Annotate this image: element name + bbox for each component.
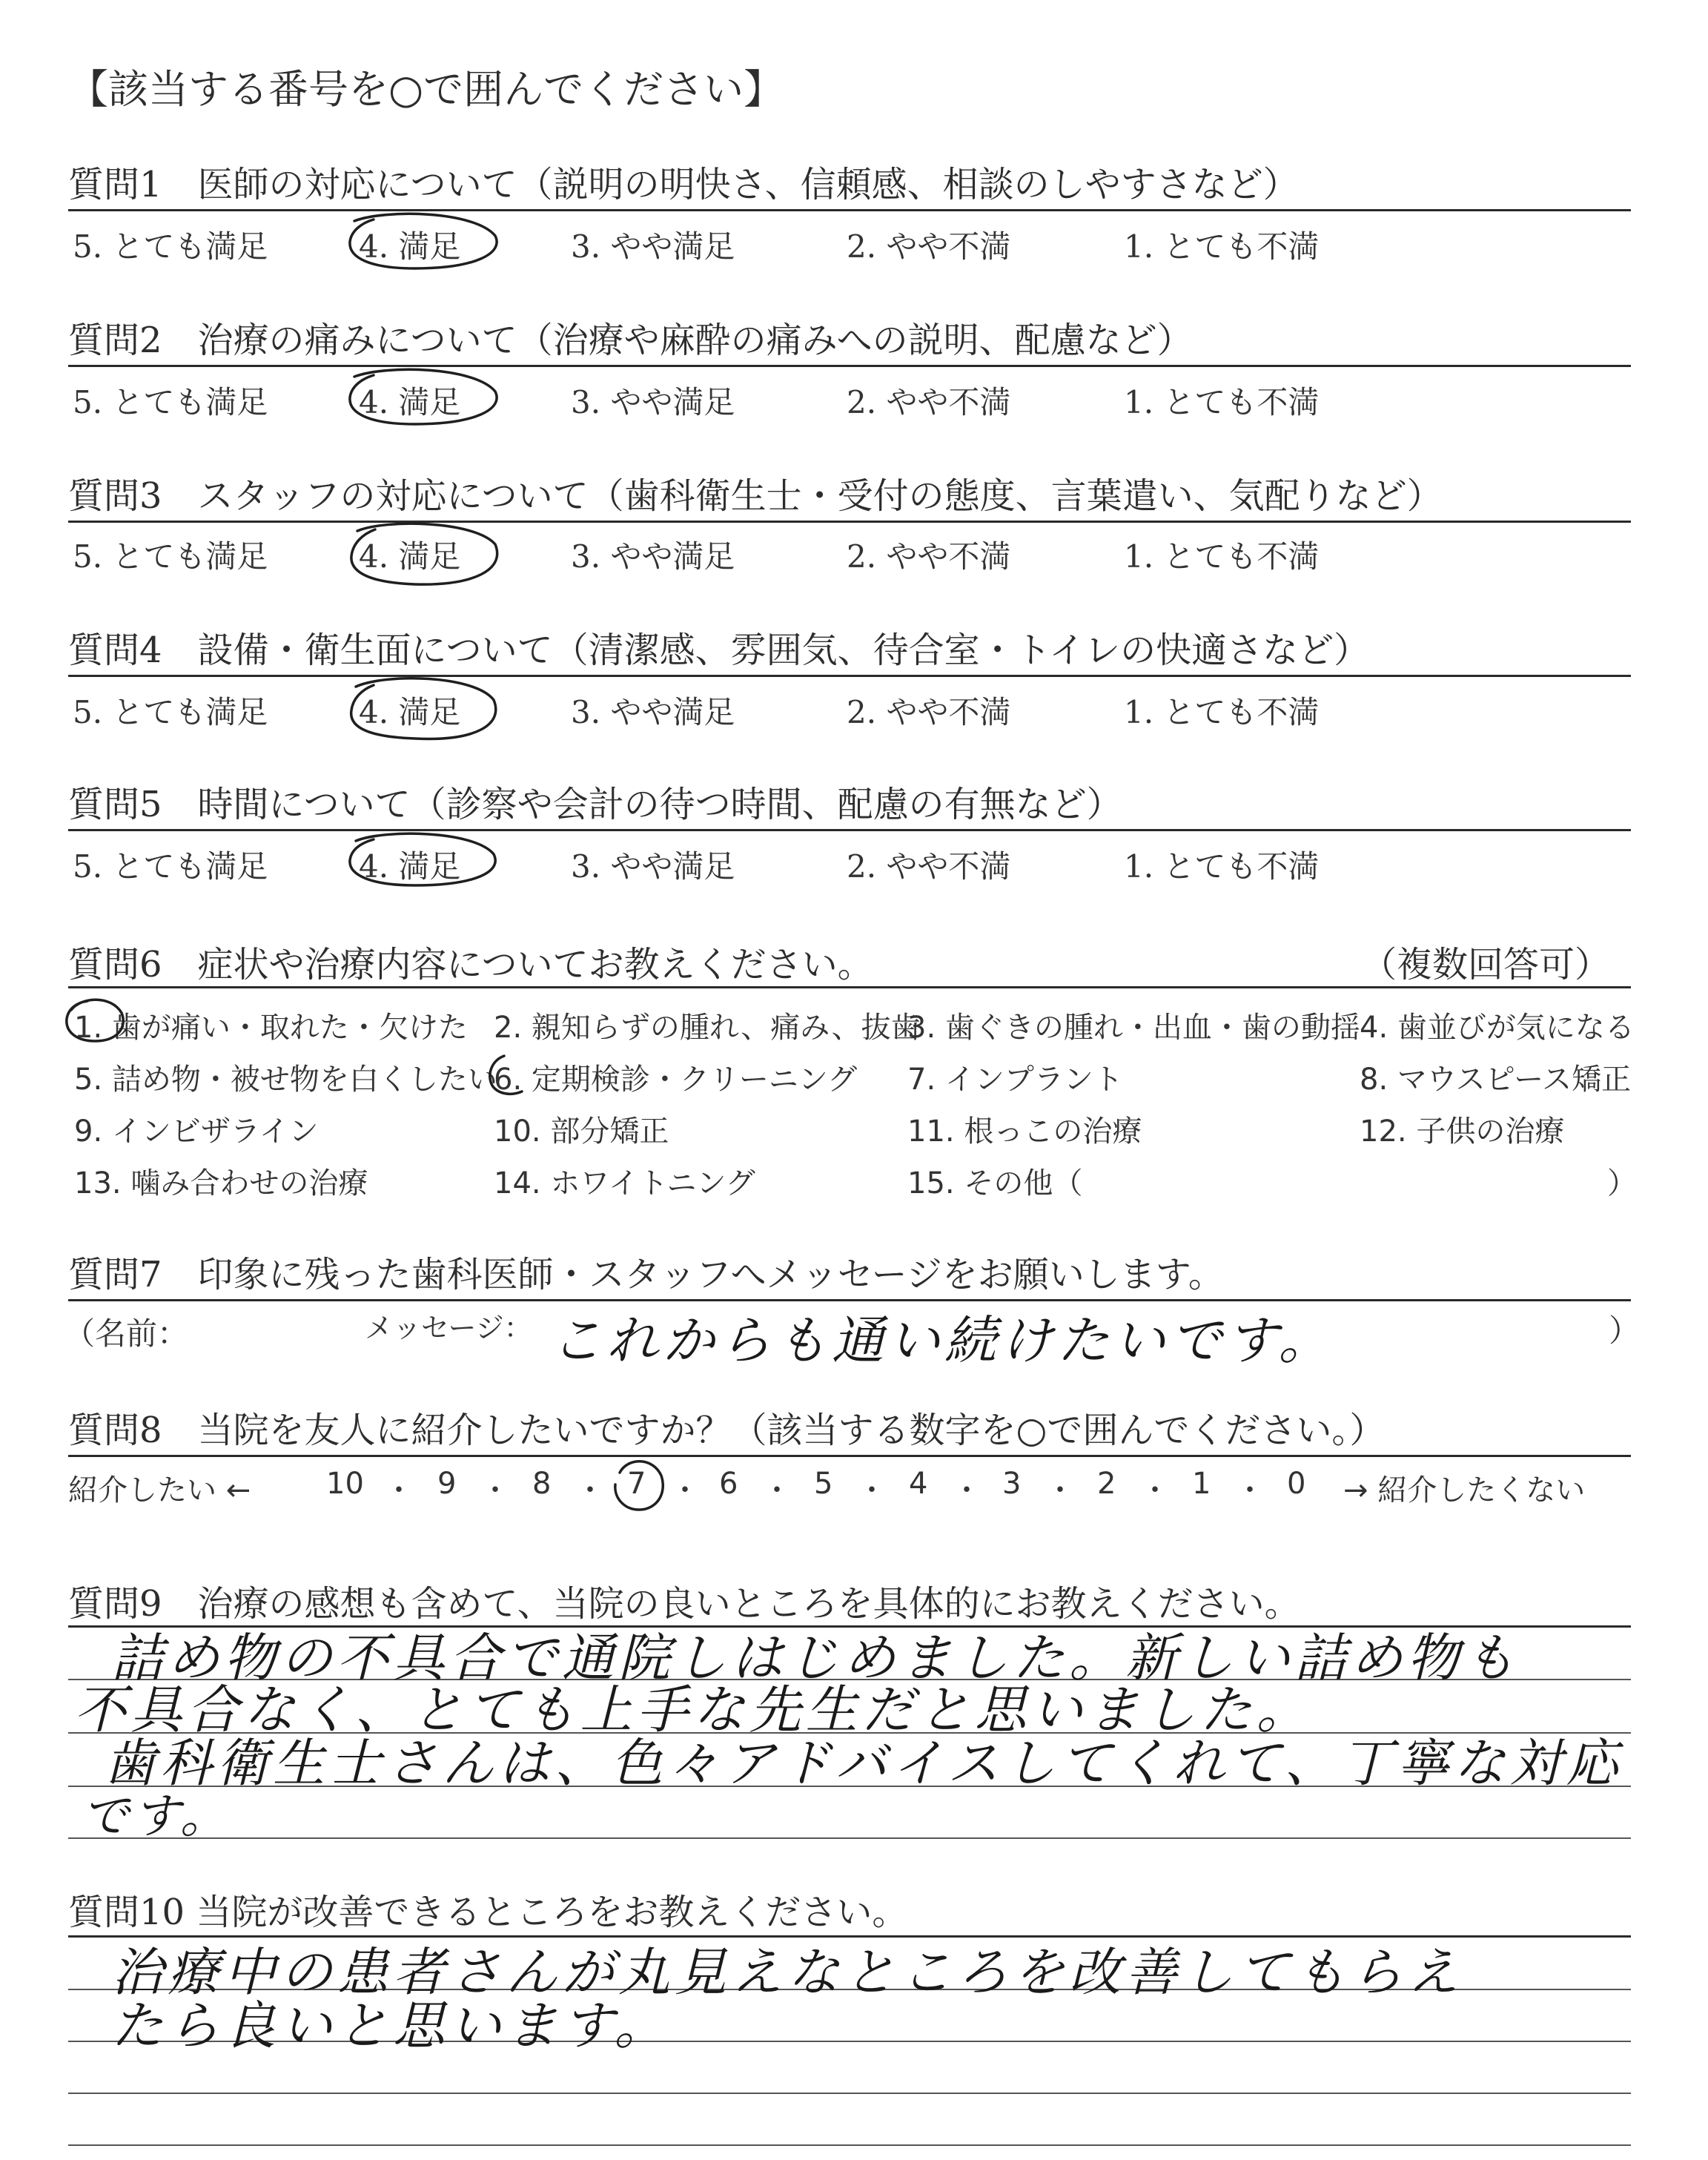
- question-9-title: 質問9 治療の感想も含めて、当院の良いところを具体的にお教えください。: [68, 1583, 1300, 1625]
- q6-option-11[interactable]: 11. 根っこの治療: [907, 1114, 1142, 1149]
- q8-left-label: 紹介したい ←: [68, 1473, 251, 1507]
- q8-scale-0[interactable]: 0: [1287, 1467, 1306, 1501]
- q8-scale-2[interactable]: 2: [1097, 1467, 1116, 1501]
- q6-option-5[interactable]: 5. 詰め物・被せ物を白くしたい: [74, 1063, 497, 1097]
- q8-scale-9[interactable]: 9: [437, 1467, 457, 1501]
- q3-option-3[interactable]: 3. やや満足: [571, 538, 735, 575]
- q4-option-4[interactable]: 4. 満足: [359, 694, 461, 730]
- q6-option-15[interactable]: 15. その他（: [907, 1166, 1083, 1200]
- q6-option-10[interactable]: 10. 部分矯正: [494, 1114, 669, 1149]
- q1-selected-circle: [350, 214, 497, 268]
- q8-scale-7[interactable]: 7: [627, 1467, 646, 1501]
- q9-answer-handwritten-4: です。: [82, 1789, 231, 1844]
- q5-option-5[interactable]: 5. とても満足: [73, 848, 268, 885]
- q6-option-4[interactable]: 4. 歯並びが気になる: [1360, 1011, 1635, 1045]
- question-3-title: 質問3 スタッフの対応について（歯科衛生士・受付の態度、言葉遣い、気配りなど）: [68, 475, 1443, 517]
- q1-option-4[interactable]: 4. 満足: [359, 228, 461, 265]
- question-4-title: 質問4 設備・衛生面について（清潔感、雰囲気、待合室・トイレの快適さなど）: [68, 630, 1370, 671]
- question-8-title: 質問8 当院を友人に紹介したいですか？（該当する数字を○で囲んでください。）: [68, 1410, 1386, 1451]
- q6-option-6-circle: [490, 1056, 522, 1094]
- q8-scale-10[interactable]: 10: [326, 1467, 364, 1501]
- q1-option-1[interactable]: 1. とても不満: [1124, 228, 1320, 265]
- q4-option-5[interactable]: 5. とても満足: [73, 694, 268, 730]
- q5-selected-circle: [350, 833, 495, 885]
- q5-option-2[interactable]: 2. やや不満: [847, 848, 1011, 885]
- q2-option-2[interactable]: 2. やや不満: [847, 384, 1011, 420]
- question-7-title: 質問7 印象に残った歯科医師・スタッフへメッセージをお願いします。: [68, 1254, 1224, 1295]
- q6-option-1-circle: [67, 1000, 123, 1041]
- q4-option-1[interactable]: 1. とても不満: [1124, 694, 1320, 730]
- q3-option-4[interactable]: 4. 満足: [359, 538, 461, 575]
- q3-option-1[interactable]: 1. とても不満: [1124, 538, 1320, 575]
- q7-name-label: （名前：: [64, 1315, 189, 1352]
- q6-option-2[interactable]: 2. 親知らずの腫れ、痛み、抜歯: [494, 1011, 921, 1045]
- q2-option-4[interactable]: 4. 満足: [359, 384, 461, 420]
- q1-option-3[interactable]: 3. やや満足: [571, 228, 735, 265]
- q9-answer-handwritten-1: 詰め物の不具合で通院しはじめました。新しい詰め物も: [111, 1628, 1520, 1688]
- q2-option-3[interactable]: 3. やや満足: [571, 384, 735, 420]
- q8-scale-1[interactable]: 1: [1192, 1467, 1211, 1501]
- q8-scale-5[interactable]: 5: [814, 1467, 833, 1501]
- q5-option-4[interactable]: 4. 満足: [359, 848, 461, 885]
- q9-answer-handwritten-3: 歯科衛生士さんは、色々アドバイスしてくれて、丁寧な対応: [104, 1733, 1623, 1794]
- q8-scale-8[interactable]: 8: [532, 1467, 552, 1501]
- q3-option-2[interactable]: 2. やや不満: [847, 538, 1011, 575]
- q4-option-2[interactable]: 2. やや不満: [847, 694, 1011, 730]
- q6-option-1[interactable]: 1. 歯が痛い・取れた・欠けた: [74, 1011, 468, 1045]
- q2-option-1[interactable]: 1. とても不満: [1124, 384, 1320, 420]
- question-10-title: 質問10 当院が改善できるところをお教えください。: [68, 1892, 908, 1933]
- q6-other-close-paren: ）: [1607, 1166, 1637, 1200]
- q2-option-5[interactable]: 5. とても満足: [73, 384, 268, 420]
- q1-option-5[interactable]: 5. とても満足: [73, 228, 268, 265]
- question-2-title: 質問2 治療の痛みについて（治療や麻酔の痛みへの説明、配慮など）: [68, 320, 1193, 361]
- question-6-note: （複数回答可）: [1361, 944, 1611, 985]
- question-6-title: 質問6 症状や治療内容についてお教えください。: [68, 944, 873, 985]
- q8-scale-4[interactable]: 4: [909, 1467, 928, 1501]
- q8-right-label: → 紹介したくない: [1343, 1473, 1586, 1507]
- question-1-title: 質問1 医師の対応について（説明の明快さ、信頼感、相談のしやすさなど）: [68, 164, 1299, 205]
- q6-option-13[interactable]: 13. 噛み合わせの治療: [74, 1166, 368, 1200]
- q6-option-12[interactable]: 12. 子供の治療: [1360, 1114, 1565, 1149]
- q8-selected-circle: [615, 1462, 663, 1510]
- question-5-title: 質問5 時間について（診察や会計の待つ時間、配慮の有無など）: [68, 784, 1122, 825]
- q6-option-7[interactable]: 7. インプラント: [907, 1063, 1123, 1097]
- q2-selected-circle: [350, 369, 497, 424]
- q6-option-8[interactable]: 8. マウスピース矯正: [1360, 1063, 1632, 1097]
- q4-option-3[interactable]: 3. やや満足: [571, 694, 735, 730]
- q8-scale-3[interactable]: 3: [1002, 1467, 1022, 1501]
- q7-message-label: メッセージ：: [365, 1312, 532, 1344]
- q6-option-9[interactable]: 9. インビザライン: [74, 1114, 319, 1149]
- q9-answer-handwritten-2: 不具合なく、とても上手な先生だと思いました。: [74, 1680, 1313, 1740]
- q5-option-3[interactable]: 3. やや満足: [571, 848, 735, 885]
- q3-selected-circle: [351, 524, 497, 584]
- q7-close-paren: ）: [1609, 1312, 1641, 1349]
- q6-option-14[interactable]: 14. ホワイトニング: [494, 1166, 755, 1200]
- q5-option-1[interactable]: 1. とても不満: [1124, 848, 1320, 885]
- q7-message-handwritten: これからも通い続けたいです。: [550, 1310, 1335, 1371]
- page-header: 【該当する番号を○で囲んでください】: [68, 66, 784, 113]
- q6-option-3[interactable]: 3. 歯ぐきの腫れ・出血・歯の動揺: [907, 1011, 1360, 1045]
- q4-selected-circle: [351, 678, 496, 739]
- q8-scale-6[interactable]: 6: [719, 1467, 738, 1501]
- q1-option-2[interactable]: 2. やや不満: [847, 228, 1011, 265]
- q10-answer-handwritten-2: たら良いと思います。: [111, 1995, 671, 2056]
- q6-option-6[interactable]: 6. 定期検診・クリーニング: [494, 1063, 858, 1097]
- q3-option-5[interactable]: 5. とても満足: [73, 538, 268, 575]
- q10-answer-handwritten-1: 治療中の患者さんが丸見えなところを改善してもらえ: [111, 1942, 1463, 2003]
